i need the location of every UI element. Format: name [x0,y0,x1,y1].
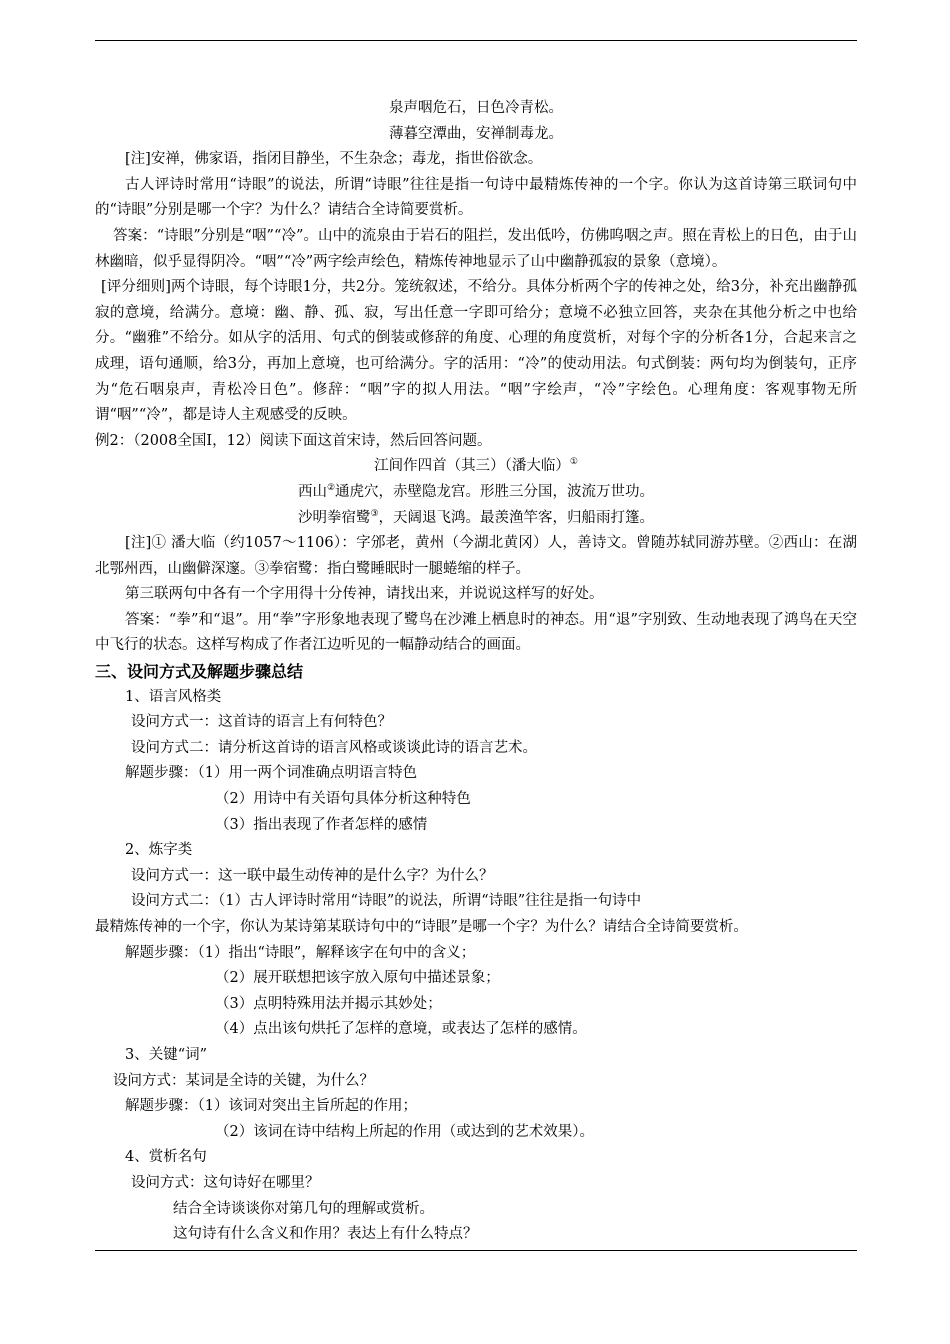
subsection-title: 4、赏析名句 [125,1149,207,1166]
answer-paragraph: 答案：“诗眼”分别是“咽”“冷”。山中的流泉由于岩石的阻拦，发出低吟，仿佛呜咽之声。照在青松上的日色，由于山林幽暗，似乎显得阴冷。“咽”“冷”两字绘声绘色，精炼传神地显示了山中幽静孤寂的景象（意境）。 [95,227,857,270]
answer-paragraph: 答案：“拳”和“退”。用“拳”字形象地表现了鹭鸟在沙滩上栖息时的神态。用“退”字别致、生动地表现了鸿鸟在天空中飞行的状态。这样写构成了作者江边听见的一幅静动结合的画面。 [95,611,857,654]
solution-step: 解题步骤：（1）指出“诗眼”，解释该字在句中的含义； [125,944,476,961]
poem-line: 泉声咽危石，日色冷青松。 [389,100,563,116]
solution-step: （2）该词在诗中结构上所起的作用（或达到的艺术效果）。 [215,1123,594,1140]
solution-step: 解题步骤：（1）用一两个词准确点明语言特色 [125,765,417,782]
poem-title: 江间作四首（其三）（潘大临）① [374,457,578,475]
document-body [95,96,857,1248]
question-format-continued: 最精炼传神的一个字，你认为某诗第某联诗句中的“诗眼”是哪一个字？为什么？请结合全诗简要赏析。 [95,919,748,935]
solution-step: （3）指出表现了作者怎样的感情 [215,816,428,833]
solution-step: （2）展开联想把该字放入原句中描述景象； [215,970,500,987]
rubric-paragraph: [评分细则]两个诗眼，每个诗眼1分，共2分。笼统叙述，不给分。具体分析两个字的传神之处，给3分，补充出幽静孤寂的意境，给满分。意境：幽、静、孤、寂，写出任意一字即可给分；意境不必独立回答，夹杂在其他分析之中也给分。“幽雅”不给分。如从字的活用、句式的倒装或修辞的角度、心理的角度赏析，对每个字的分析各1分，合起来言之成理，语句通顺，给3分，再加上意境，也可给满分。字的活用：“冷”的使动用法。句式倒装：两句均为倒装句，正序为“危石咽泉声，青松冷日色”。修辞：“咽”字的拟人用法。“咽”字绘声，“冷”字绘色。心理角度：客观事物无所谓“咽”“冷”，都是诗人主观感受的反映。 [95,279,857,424]
poem-line: 沙明拳宿鹭③，天阔退飞鸿。最羡渔竿客，归船雨打篷。 [297,508,655,526]
question-format: 这句诗有什么含义和作用？表达上有什么特点？ [173,1226,478,1243]
question-paragraph: 古人评诗时常用“诗眼”的说法，所谓“诗眼”往往是指一句诗中最精炼传神的一个字。你认为这首诗第三联词句中的“诗眼”分别是哪一个字？为什么？请结合全诗简要赏析。 [95,176,857,219]
question-paragraph: 第三联两句中各有一个字用得十分传神，请找出来，并说说这样写的好处。 [125,586,604,603]
solution-step: （3）点明特殊用法并揭示其妙处； [215,995,442,1012]
solution-step: 解题步骤：（1）该词对突出主旨所起的作用； [125,1098,417,1115]
question-format: 设问方式：这句诗好在哪里？ [131,1174,320,1191]
question-format: 设问方式一：这首诗的语言上有何特色？ [131,714,392,731]
poem-note: [注]安禅，佛家语，指闭目静坐，不生杂念；毒龙，指世俗欲念。 [125,151,543,168]
poem-line: 西山②通虎穴，赤壁隐龙宫。形胜三分国，波流万世功。 [297,483,655,500]
example-intro: 例2：（2008全国Ⅰ，12）阅读下面这首宋诗，然后回答问题。 [95,432,492,449]
question-format: 设问方式二：请分析这首诗的语言风格或谈谈此诗的语言艺术。 [131,739,537,756]
question-format: 结合全诗谈谈你对第几句的理解或赏析。 [173,1200,434,1217]
section-heading: 三、设问方式及解题步骤总结 [95,662,304,682]
question-format: 设问方式一：这一联中最生动传神的是什么字？为什么？ [131,867,494,884]
question-format: 设问方式二：（1）古人评诗时常用“诗眼”的说法，所谓“诗眼”往往是指一句诗中 [131,893,642,910]
subsection-title: 1、语言风格类 [125,688,222,705]
poem-note: [注]① 潘大临（约1057～1106）：字邠老，黄州（今湖北黄冈）人，善诗文。曾随苏轼同游苏壁。②西山：在湖北鄂州西，山幽僻深邃。③拳宿鹭：指白鹭睡眠时一腿蜷缩的样子。 [95,535,857,577]
subsection-title: 3、关键“词” [125,1046,208,1063]
footer-rule [95,1250,857,1251]
solution-step: （4）点出该句烘托了怎样的意境，或表达了怎样的感情。 [215,1021,587,1038]
solution-step: （2）用诗中有关语句具体分析这种特色 [215,791,471,808]
header-rule [95,40,857,41]
subsection-title: 2、炼字类 [125,842,193,859]
question-format: 设问方式：某词是全诗的关键，为什么？ [113,1072,374,1089]
poem-line: 薄暮空潭曲，安禅制毒龙。 [389,125,563,142]
